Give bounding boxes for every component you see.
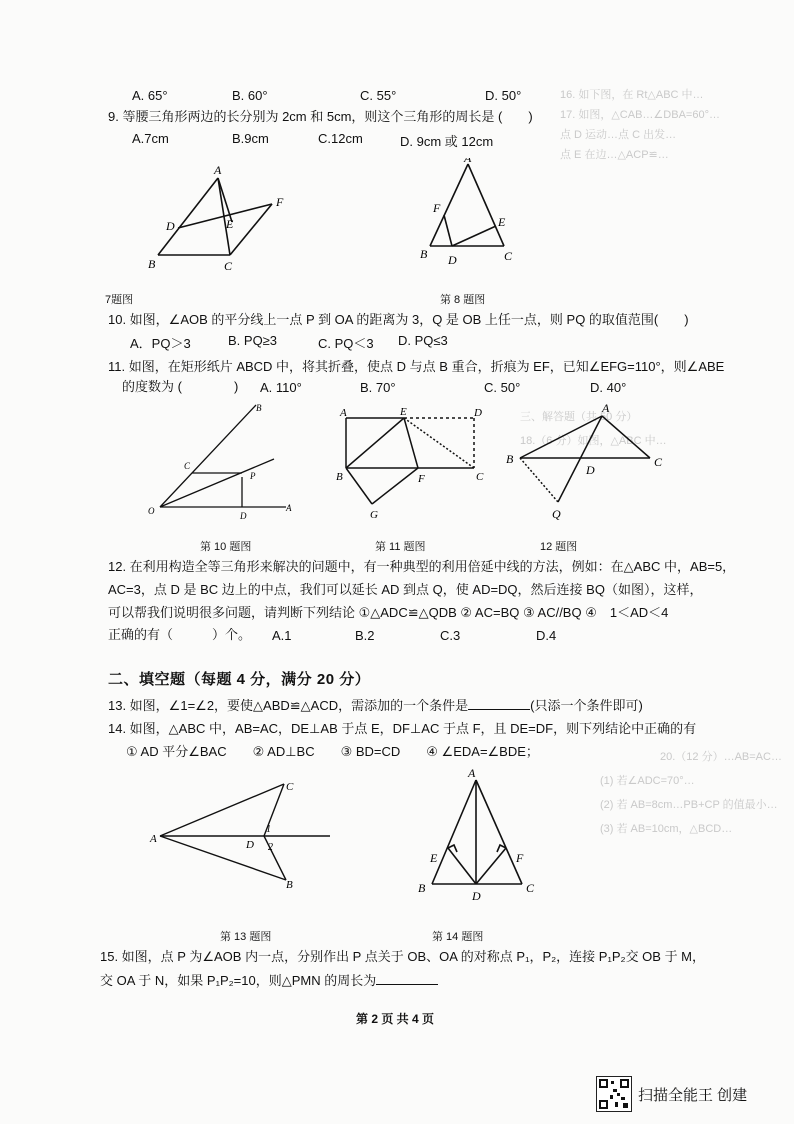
- fig14-caption: 第 14 题图: [432, 931, 484, 943]
- q11-stem-line1: 11. 如图，在矩形纸片 ABCD 中，将其折叠，使点 D 与点 B 重合，折痕为 EF，已知∠EFG=110°，则∠ABE: [108, 359, 725, 374]
- figure-13: [140, 770, 340, 905]
- fig10-label-b: B: [256, 403, 262, 413]
- q10-stem: 10. 如图，∠AOB 的平分线上一点 P 到 OA 的距离为 3，Q 是 OB 上任一点，则 PQ 的取值范围( ): [108, 312, 689, 327]
- q11-option-c: C. 50°: [484, 380, 521, 395]
- q15-stem-line1: 15. 如图，点 P 为∠AOB 内一点，分别作出 P 点关于 OB、OA 的对称点 P₁，P₂，连接 P₁P₂交 OB 于 M，: [100, 949, 706, 964]
- bleed-through-text: 18.（6 分）如图，△ABC 中…: [520, 435, 667, 447]
- bleed-through-text: (1) 若∠ADC=70°…: [600, 775, 695, 787]
- q8-option-a: A. 65°: [132, 88, 168, 103]
- q13-text-after: (只添一个条件即可): [530, 698, 643, 713]
- figure-10: [146, 395, 306, 535]
- bleed-through-text: 20.（12 分）…AB=AC…: [660, 751, 782, 763]
- figure-7: [140, 160, 300, 285]
- q10-option-b: B. PQ≥3: [228, 333, 278, 348]
- bleed-through-text: (3) 若 AB=10cm，△BCD…: [600, 823, 733, 835]
- fig7-label-b: B: [148, 257, 156, 271]
- fig8-label-f: F: [433, 201, 441, 215]
- fig13-label-d: D: [246, 839, 254, 851]
- fig8-label-d: D: [448, 253, 457, 267]
- q13-stem: [108, 698, 643, 712]
- fig11-label-e: E: [400, 406, 407, 418]
- q13-text-before: 13. 如图，∠1=∠2，要使△ABD≌△ACD，需添加的一个条件是: [108, 698, 469, 713]
- fig14-label-c: C: [526, 881, 535, 895]
- q11-option-d: D. 40°: [590, 380, 627, 395]
- scanner-brand-watermark: 扫描全能王 创建: [638, 1087, 748, 1104]
- fig12-label-q: Q: [552, 507, 561, 521]
- fig14-label-f: F: [516, 851, 524, 865]
- q14-statements: ① AD 平分∠BAC ② AD⊥BC ③ BD=CD ④ ∠EDA=∠BDE；: [126, 744, 539, 759]
- fig11-label-c: C: [476, 471, 484, 483]
- fig10-label-c: C: [184, 461, 191, 471]
- fig8-label-e: E: [498, 215, 506, 229]
- fig12-label-d: D: [586, 463, 595, 477]
- fig7-label-f: F: [276, 195, 284, 209]
- q10-option-d: D. PQ≤3: [398, 333, 448, 348]
- fig12-caption: 12 题图: [540, 541, 578, 553]
- page-number: 第 2 页 共 4 页: [356, 1012, 435, 1026]
- q10-option-a: A．PQ＞3: [130, 336, 191, 351]
- fig10-caption: 第 10 题图: [200, 541, 252, 553]
- fig8-label-c: C: [504, 249, 513, 263]
- figure-8: [418, 158, 528, 283]
- q8-option-c: C. 55°: [360, 88, 397, 103]
- bleed-through-text: 17. 如图，△CAB…∠DBA=60°…: [560, 109, 720, 121]
- bleed-through-text: 点 E 在边…△ACP≌…: [560, 149, 669, 161]
- fig12-label-b: B: [506, 452, 514, 466]
- fig7-label-a: A: [214, 163, 222, 177]
- q12-option-a: A.1: [272, 628, 292, 643]
- q12-option-c: C.3: [440, 628, 461, 643]
- fig8-label-b: B: [420, 247, 428, 261]
- q12-stem-line2: AC=3，点 D 是 BC 边上的中点，我们可以延长 AD 到点 Q，使 AD=DQ，然后连接 BQ（如图），这样，: [108, 582, 703, 597]
- q9-stem: 9. 等腰三角形两边的长分别为 2cm 和 5cm，则这个三角形的周长是 ( ): [108, 109, 533, 124]
- fig11-label-g: G: [370, 509, 378, 521]
- fig14-label-d: D: [472, 889, 481, 903]
- q15-answer-blank[interactable]: [376, 973, 438, 985]
- bleed-through-text: 点 D 运动…点 C 出发…: [560, 129, 677, 141]
- q8-option-d: D. 50°: [485, 88, 522, 103]
- q11-option-b: B. 70°: [360, 380, 396, 395]
- fig13-label-c: C: [286, 781, 294, 793]
- fig13-caption: 第 13 题图: [220, 931, 272, 943]
- fig11-label-a: A: [340, 407, 347, 419]
- fig12-label-c: C: [654, 455, 663, 469]
- fig14-label-e: E: [430, 851, 438, 865]
- fig10-label-a: A: [286, 503, 292, 513]
- fig10-label-o: O: [148, 506, 155, 516]
- q12-option-b: B.2: [355, 628, 375, 643]
- q9-option-c: C.12cm: [318, 131, 363, 146]
- q9-option-d: D. 9cm 或 12cm: [400, 134, 494, 149]
- fig13-label-b: B: [286, 879, 293, 891]
- q14-stem-line1: 14. 如图，△ABC 中，AB=AC，DE⊥AB 于点 E，DF⊥AC 于点 F，且 DE=DF，则下列结论中正确的有: [108, 721, 697, 736]
- bleed-through-text: 三、解答题（共 50 分）: [520, 411, 638, 423]
- fig8-label-a: A: [464, 158, 472, 165]
- bleed-through-text: 16. 如下图，在 Rt△ABC 中…: [560, 89, 704, 101]
- fig10-label-p: P: [250, 471, 256, 481]
- q11-option-a: A. 110°: [260, 380, 302, 395]
- fig11-label-d: D: [474, 407, 482, 419]
- fig7-label-d: D: [166, 219, 175, 233]
- q12-stem-line1: 12. 在利用构造全等三角形来解决的问题中，有一种典型的利用倍延中线的方法，例如：在△ABC 中，AB=5，: [108, 559, 736, 574]
- fig13-angle-1-label: 1: [266, 824, 271, 835]
- q12-option-d: D.4: [536, 628, 557, 643]
- q12-stem-line4: 正确的有（ ）个。: [108, 627, 252, 642]
- fig7-label-e: E: [226, 217, 234, 231]
- q12-stem-line3: 可以帮我们说明很多问题，请判断下列结论 ①△ADC≌△QDB ② AC=BQ ③ AC//BQ ④ 1＜AD＜4: [108, 605, 669, 620]
- qr-code-icon: [596, 1076, 632, 1112]
- fig8-caption: 第 8 题图: [440, 294, 486, 306]
- q9-option-b: B.9cm: [232, 131, 269, 146]
- q13-answer-blank[interactable]: [468, 698, 530, 710]
- q10-option-c: C. PQ＜3: [318, 336, 374, 351]
- fig11-caption: 第 11 题图: [375, 541, 426, 553]
- figure-11: [334, 404, 494, 529]
- fig10-label-d: D: [240, 511, 247, 521]
- fig12-label-a: A: [602, 402, 610, 415]
- q8-option-b: B. 60°: [232, 88, 268, 103]
- bleed-through-text: (2) 若 AB=8cm…PB+CP 的值最小…: [600, 799, 778, 811]
- fig7-caption: 7题图: [105, 294, 134, 306]
- fig14-label-a: A: [468, 766, 476, 780]
- fig7-label-c: C: [224, 259, 233, 273]
- section-fill-in-title: 二、填空题（每题 4 分，满分 20 分）: [108, 671, 371, 688]
- fig13-label-a: A: [150, 833, 157, 845]
- figure-12: [502, 402, 672, 531]
- q15-stem-line2: [100, 973, 438, 987]
- fig13-angle-2-label: 2: [268, 842, 273, 853]
- fig14-label-b: B: [418, 881, 426, 895]
- q11-stem-line2: 的度数为 ( ): [122, 379, 239, 394]
- q9-option-a: A.7cm: [132, 131, 169, 146]
- fig11-label-b: B: [336, 471, 343, 483]
- fig11-label-f: F: [418, 473, 425, 485]
- q15-text-before: 交 OA 于 N，如果 P₁P₂=10，则△PMN 的周长为: [100, 973, 377, 988]
- figure-14: [412, 766, 552, 911]
